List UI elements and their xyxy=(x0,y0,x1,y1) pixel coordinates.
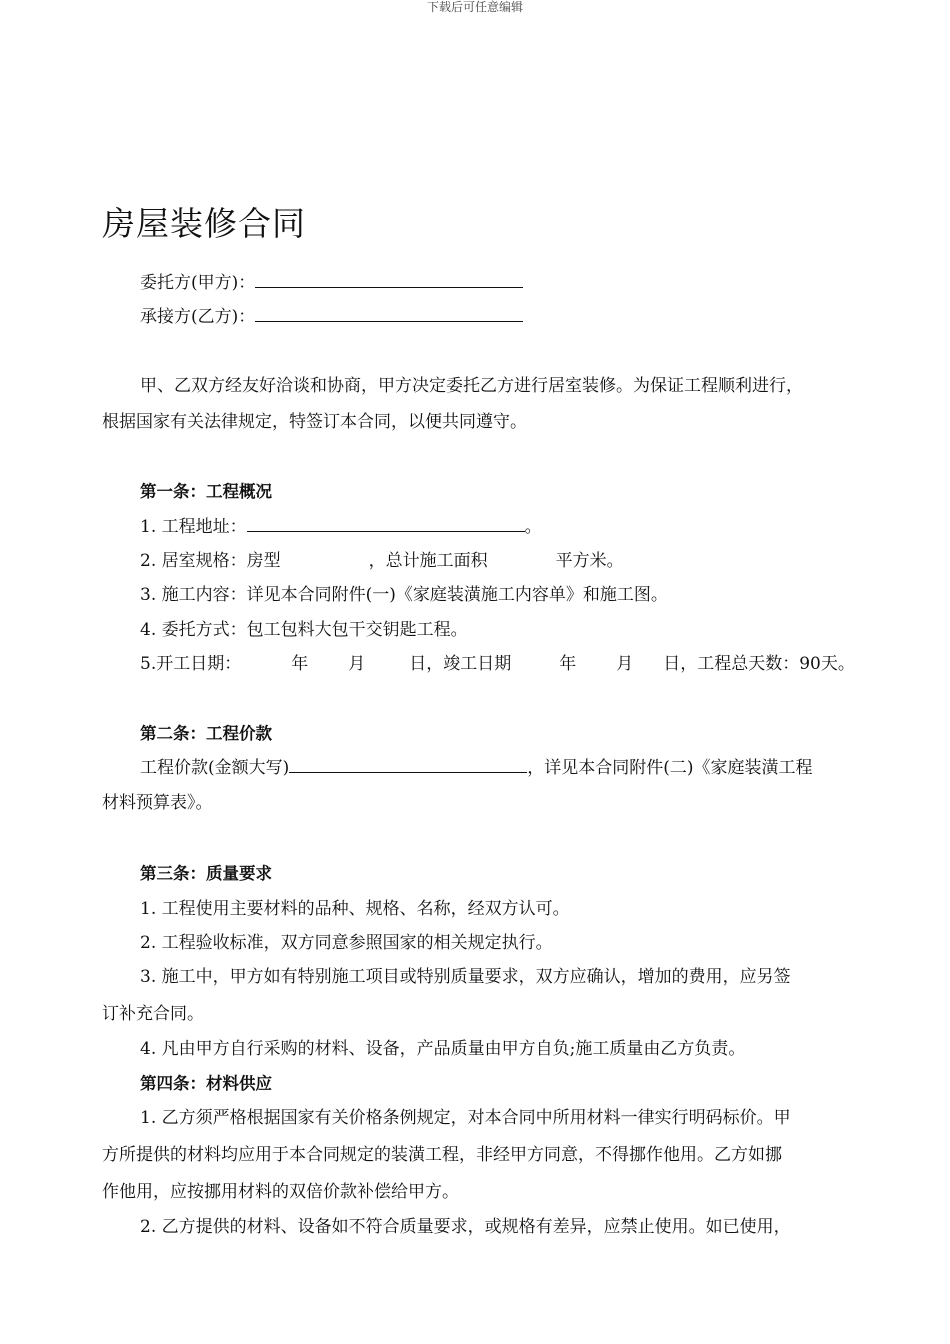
article1-heading: 第一条：工程概况 xyxy=(140,482,272,501)
article3-item4: 4. 凡由甲方自行采购的材料、设备，产品质量由甲方自负;施工质量由乙方负责。 xyxy=(140,1039,746,1059)
address-label: 1. 工程地址： xyxy=(140,517,247,537)
start-month: 月 xyxy=(348,654,366,674)
contractor-line xyxy=(140,305,523,329)
room-type-label: 2. 居室规格：房型 xyxy=(140,551,281,571)
start-date-label: 5.开工日期： xyxy=(140,654,242,674)
intro-line-2: 根据国家有关法律规定，特签订本合同，以便共同遵守。 xyxy=(102,412,527,432)
article2-line-1 xyxy=(140,756,813,780)
client-line xyxy=(140,271,523,295)
article2-heading: 第二条：工程价款 xyxy=(140,724,272,743)
article3-item3-line1: 3. 施工中，甲方如有特别施工项目或特别质量要求，双方应确认，增加的费用，应另签 xyxy=(140,967,791,987)
total-days: 日，工程总天数：90天。 xyxy=(663,654,855,674)
price-blank[interactable] xyxy=(289,756,527,773)
article1-item3: 3. 施工内容：详见本合同附件(一)《家庭装潢施工内容单》和施工图。 xyxy=(140,585,668,605)
client-label: 委托方(甲方)： xyxy=(140,273,256,293)
article2-line-2: 材料预算表》。 xyxy=(102,793,213,813)
intro-line-1: 甲、乙双方经友好洽谈和协商，甲方决定委托乙方进行居室装修。为保证工程顺利进行， xyxy=(140,376,803,396)
address-blank[interactable] xyxy=(247,515,525,532)
price-annex: ，详见本合同附件(二)《家庭装潢工程 xyxy=(527,758,813,778)
article4-heading: 第四条：材料供应 xyxy=(140,1074,272,1093)
article4-item1-line2: 方所提供的材料均应用于本合同规定的装潢工程，非经甲方同意，不得挪作他用。乙方如挪 xyxy=(102,1145,782,1165)
end-date-label: 日，竣工日期 xyxy=(409,654,512,674)
area-label: ，总计施工面积 xyxy=(368,551,488,571)
article4-item1-line1: 1. 乙方须严格根据国家有关价格条例规定，对本合同中所用材料一律实行明码标价。甲 xyxy=(140,1108,791,1128)
address-end: 。 xyxy=(524,517,542,537)
article1-item4: 4. 委托方式：包工包料大包干交钥匙工程。 xyxy=(140,620,468,640)
header-note: 下载后可任意编辑 xyxy=(426,0,523,14)
end-year: 年 xyxy=(559,654,577,674)
document-title: 房屋装修合同 xyxy=(102,204,306,243)
article4-item1-line3: 作他用，应按挪用材料的双倍价款补偿给甲方。 xyxy=(102,1182,459,1202)
article3-item1: 1. 工程使用主要材料的品种、规格、名称，经双方认可。 xyxy=(140,899,570,919)
article3-heading: 第三条：质量要求 xyxy=(140,864,272,883)
article3-item2: 2. 工程验收标准，双方同意参照国家的相关规定执行。 xyxy=(140,933,553,953)
price-label: 工程价款(金额大写) xyxy=(140,758,290,778)
area-unit: 平方米。 xyxy=(555,551,624,571)
article1-item5 xyxy=(140,652,855,676)
end-month: 月 xyxy=(616,654,634,674)
article3-item3-line2: 订补充合同。 xyxy=(102,1004,204,1024)
contractor-label: 承接方(乙方)： xyxy=(140,307,256,327)
article1-item2 xyxy=(140,549,624,573)
article1-item1 xyxy=(140,515,542,539)
client-blank[interactable] xyxy=(255,271,523,288)
start-year: 年 xyxy=(291,654,309,674)
contractor-blank[interactable] xyxy=(255,305,523,322)
article4-item2-line1: 2. 乙方提供的材料、设备如不符合质量要求，或规格有差异，应禁止使用。如已使用， xyxy=(140,1217,791,1237)
